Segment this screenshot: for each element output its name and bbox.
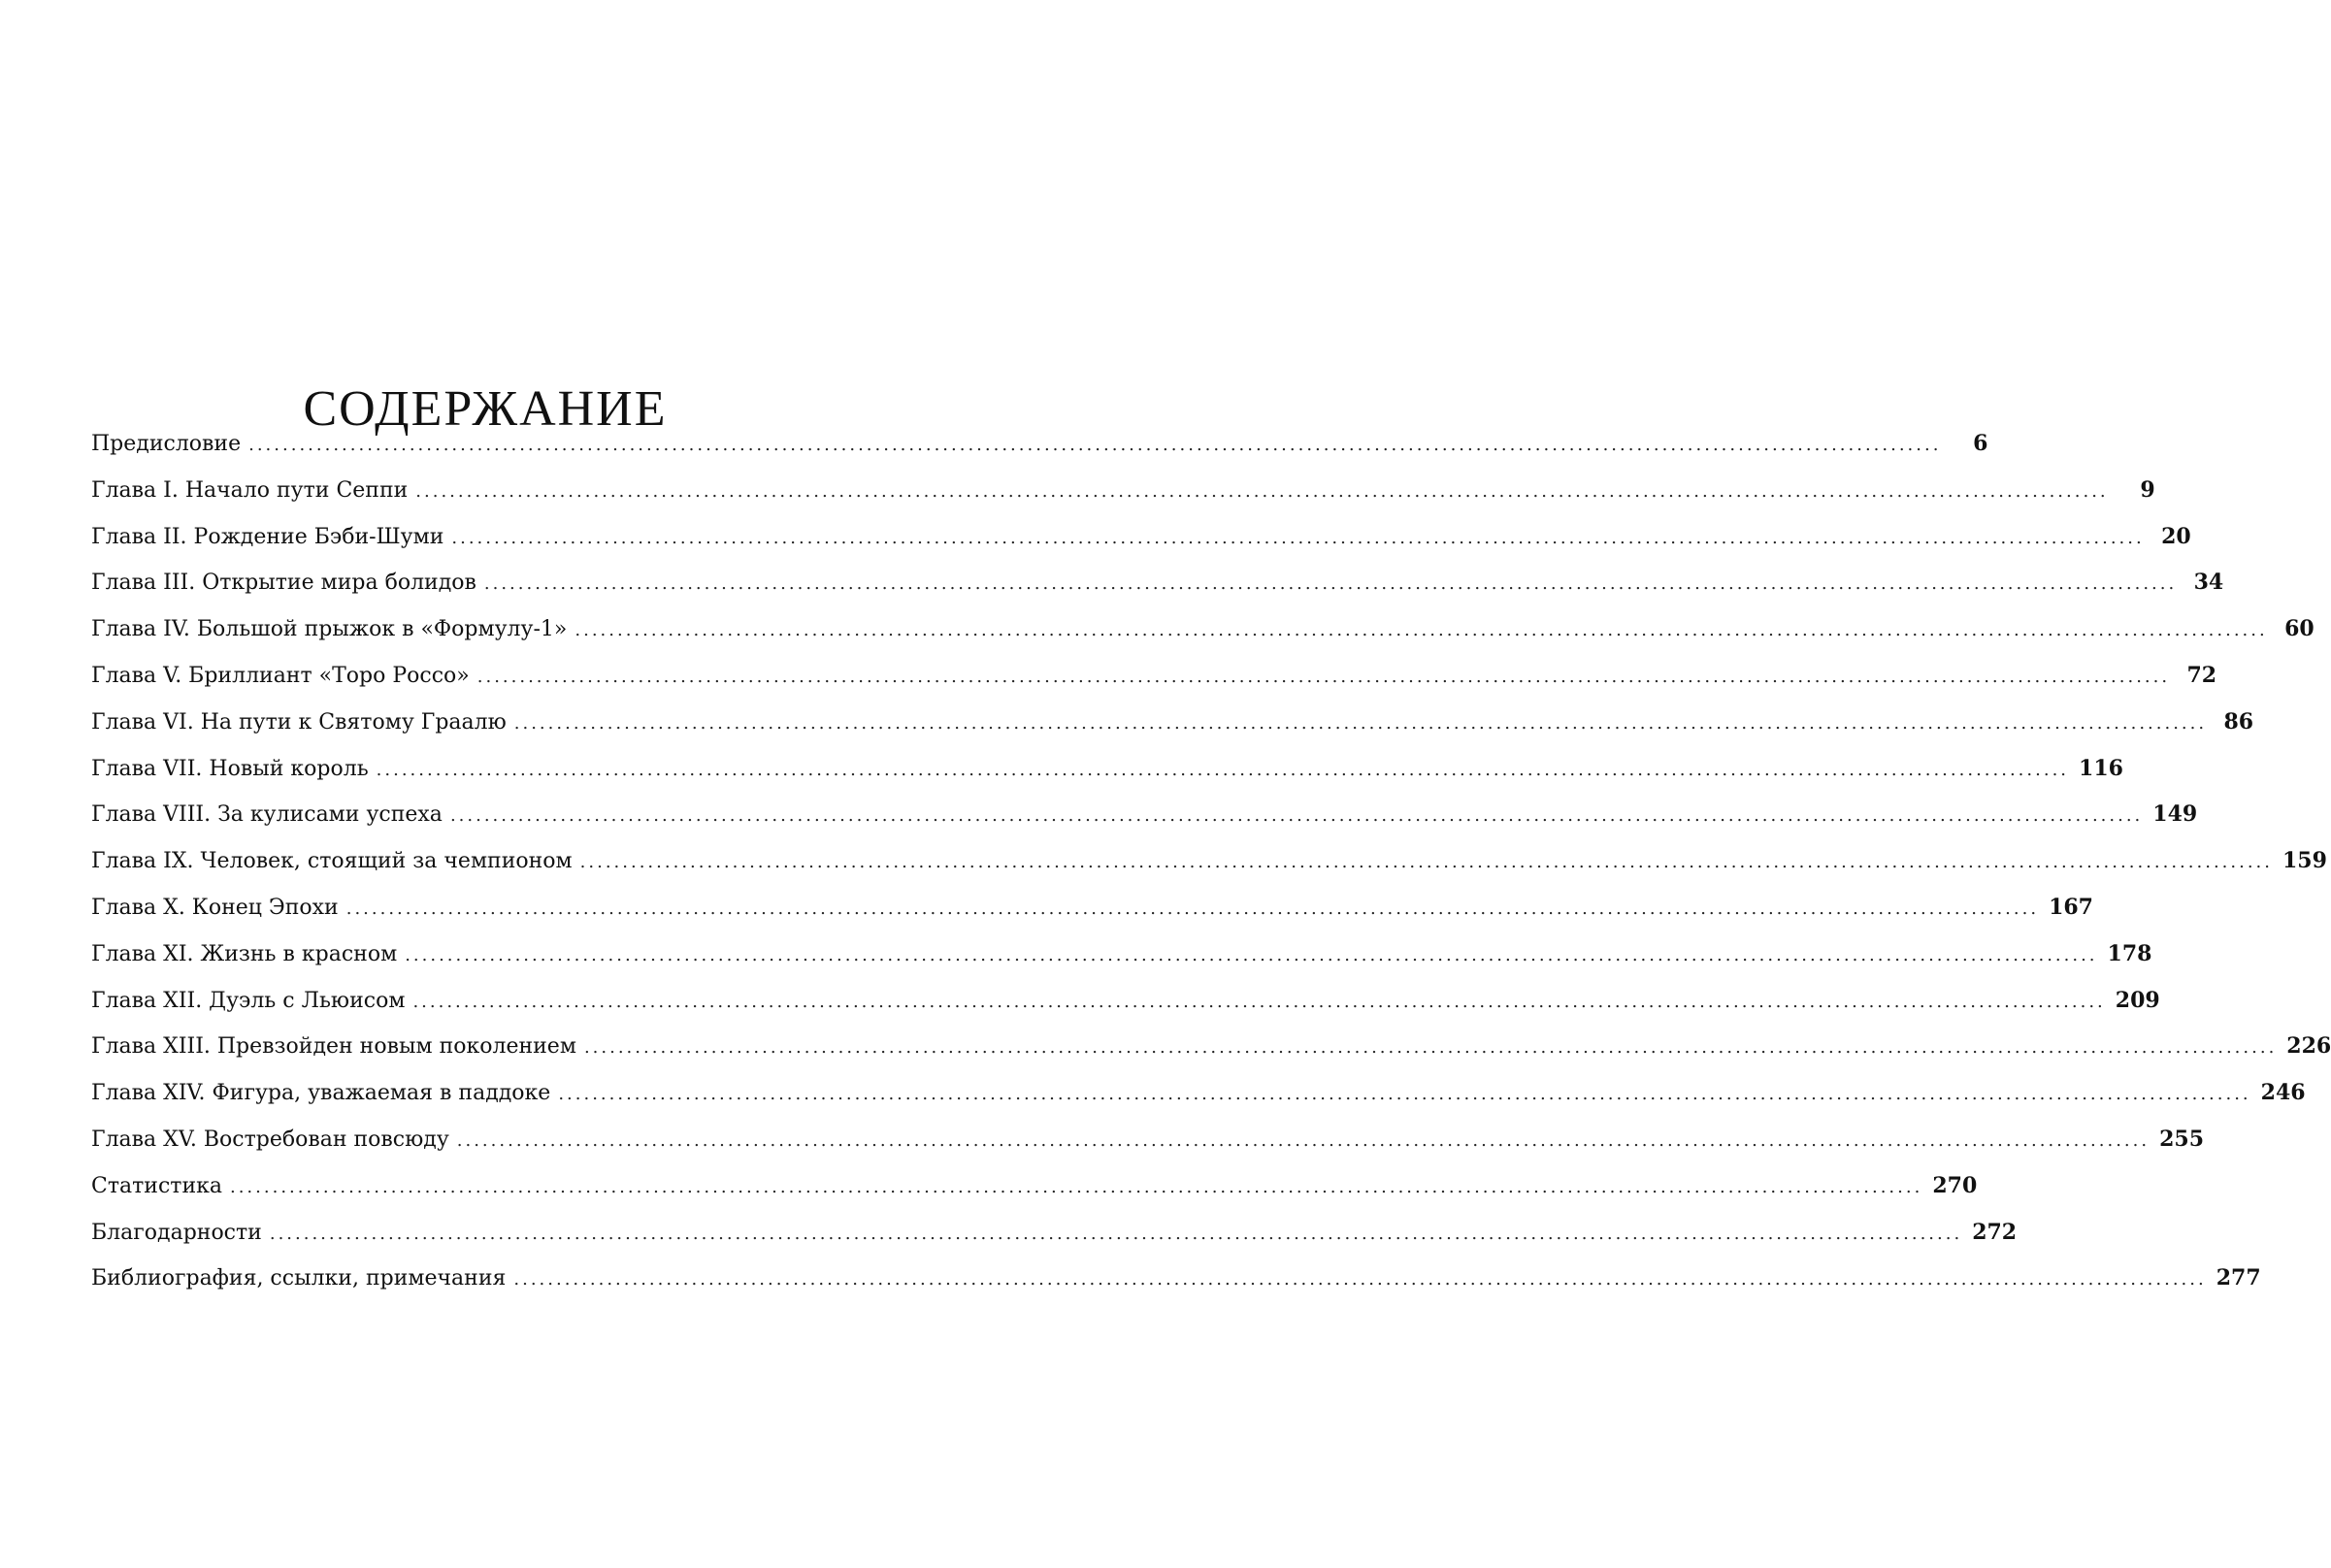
toc-entry[interactable] bbox=[91, 475, 2155, 522]
toc-entry[interactable] bbox=[91, 1263, 2261, 1310]
toc-leader-dots: ........................................................................................................................................................................................................ bbox=[476, 666, 2171, 687]
toc-entry-label: Благодарности bbox=[91, 1220, 262, 1245]
toc-leader-dots: ........................................................................................................................................................................................................ bbox=[583, 1037, 2278, 1059]
toc-entry-page-number: 149 bbox=[2152, 801, 2198, 828]
toc-entry[interactable] bbox=[91, 568, 2224, 614]
toc-entry[interactable] bbox=[91, 939, 2152, 986]
toc-entry-label: Глава II. Рождение Бэби-Шуми bbox=[91, 524, 444, 549]
toc-entry-label: Глава XIV. Фигура, уважаемая в паддоке bbox=[91, 1081, 551, 1106]
toc-entry[interactable] bbox=[91, 893, 2093, 939]
toc-entry-label: Глава X. Конец Эпохи bbox=[91, 895, 339, 920]
toc-leader-dots: ........................................................................................................................................................................................................ bbox=[269, 1223, 1963, 1244]
toc-entry-page-number: 159 bbox=[2282, 848, 2327, 874]
toc-entry-label: Глава VII. Новый король bbox=[91, 756, 369, 781]
toc-leader-dots: ........................................................................................................................................................................................................ bbox=[456, 1129, 2150, 1151]
toc-leader-dots: ........................................................................................................................................................................................................ bbox=[449, 805, 2144, 827]
toc-leader-dots: ........................................................................................................................................................................................................ bbox=[229, 1176, 1923, 1197]
toc-entry[interactable] bbox=[91, 846, 2327, 893]
toc-entry-page-number: 277 bbox=[2216, 1265, 2261, 1291]
toc-entry-label: Глава VI. На пути к Святому Граалю bbox=[91, 709, 507, 735]
toc-entry[interactable] bbox=[91, 1171, 1978, 1218]
toc-entry-page-number: 272 bbox=[1972, 1219, 2018, 1245]
toc-entry-label: Предисловие bbox=[91, 432, 242, 456]
toc-entry-label: Глава VIII. За кулисами успеха bbox=[91, 802, 443, 828]
toc-entry-label: Статистика bbox=[91, 1173, 222, 1198]
toc-leader-dots: ........................................................................................................................................................................................................ bbox=[579, 852, 2273, 873]
toc-entry-page-number: 226 bbox=[2286, 1033, 2331, 1060]
toc-entry[interactable] bbox=[91, 707, 2254, 754]
toc-entry[interactable] bbox=[91, 986, 2160, 1032]
toc-entry-label: Глава IV. Большой прыжок в «Формулу-1» bbox=[91, 617, 568, 642]
toc-entry[interactable] bbox=[91, 800, 2198, 846]
toc-entry-page-number: 178 bbox=[2107, 940, 2152, 966]
toc-entry-page-number: 6 bbox=[1973, 431, 1988, 456]
toc-entry-label: Библиография, ссылки, примечания bbox=[91, 1266, 507, 1291]
toc-entry-page-number: 9 bbox=[2140, 476, 2155, 503]
toc-entry[interactable] bbox=[91, 754, 2123, 800]
toc-entry-label: Глава IX. Человек, стоящий за чемпионом bbox=[91, 849, 573, 874]
toc-leader-dots: ........................................................................................................................................................................................................ bbox=[405, 944, 2098, 965]
toc-entry-page-number: 34 bbox=[2193, 570, 2224, 596]
toc-entry-page-number: 60 bbox=[2284, 616, 2315, 642]
toc-entry[interactable] bbox=[91, 522, 2191, 569]
toc-entry-page-number: 86 bbox=[2223, 708, 2254, 735]
toc-leader-dots: ........................................................................................................................................................................................................ bbox=[345, 898, 2040, 919]
toc-entry-page-number: 209 bbox=[2115, 987, 2160, 1013]
toc-entry-label: Глава III. Открытие мира болидов bbox=[91, 571, 476, 596]
toc-entry-page-number: 72 bbox=[2186, 662, 2217, 688]
toc-leader-dots: ........................................................................................................................................................................................................ bbox=[376, 759, 2070, 780]
toc-entry-label: Глава XII. Дуэль с Льюисом bbox=[91, 988, 406, 1013]
toc-entry[interactable] bbox=[91, 1031, 2331, 1078]
toc-entry-label: Глава XIII. Превзойден новым поколением bbox=[91, 1034, 576, 1060]
toc-entry[interactable] bbox=[91, 614, 2315, 661]
toc-entry[interactable] bbox=[91, 1078, 2306, 1125]
toc-entry[interactable] bbox=[91, 1125, 2205, 1171]
toc-leader-dots: ........................................................................................................................................................................................................ bbox=[513, 712, 2208, 734]
toc-leader-dots: ........................................................................................................................................................................................................ bbox=[558, 1084, 2251, 1105]
toc-entry-label: Глава XV. Востребован повсюду bbox=[91, 1127, 449, 1152]
toc-entry[interactable] bbox=[91, 429, 1988, 475]
toc-entry-page-number: 246 bbox=[2260, 1080, 2306, 1106]
toc-leader-dots: ........................................................................................................................................................................................................ bbox=[415, 480, 2109, 502]
toc-entry-label: Глава XI. Жизнь в красном bbox=[91, 941, 398, 966]
toc-entry-page-number: 116 bbox=[2079, 755, 2123, 781]
toc-entry[interactable] bbox=[91, 661, 2217, 707]
toc-entry-label: Глава V. Бриллиант «Торо Россо» bbox=[91, 663, 470, 688]
toc-entry-page-number: 167 bbox=[2049, 894, 2093, 920]
toc-entry-label: Глава I. Начало пути Сеппи bbox=[91, 477, 409, 503]
toc-entry-page-number: 270 bbox=[1932, 1172, 1978, 1198]
toc-leader-dots: ........................................................................................................................................................................................................ bbox=[412, 991, 2106, 1012]
toc-leader-dots: ........................................................................................................................................................................................................ bbox=[513, 1269, 2207, 1290]
table-of-contents bbox=[91, 429, 2331, 1310]
toc-leader-dots: ........................................................................................................................................................................................................ bbox=[575, 620, 2268, 641]
toc-leader-dots: ........................................................................................................................................................................................................ bbox=[483, 573, 2178, 595]
toc-entry-page-number: 255 bbox=[2159, 1126, 2205, 1152]
page-title: СОДЕРЖАНИЕ bbox=[303, 380, 668, 437]
toc-leader-dots: ........................................................................................................................................................................................................ bbox=[451, 527, 2145, 548]
toc-entry[interactable] bbox=[91, 1218, 2018, 1264]
toc-leader-dots: ........................................................................................................................................................................................................ bbox=[248, 435, 1942, 455]
toc-entry-page-number: 20 bbox=[2161, 523, 2191, 549]
